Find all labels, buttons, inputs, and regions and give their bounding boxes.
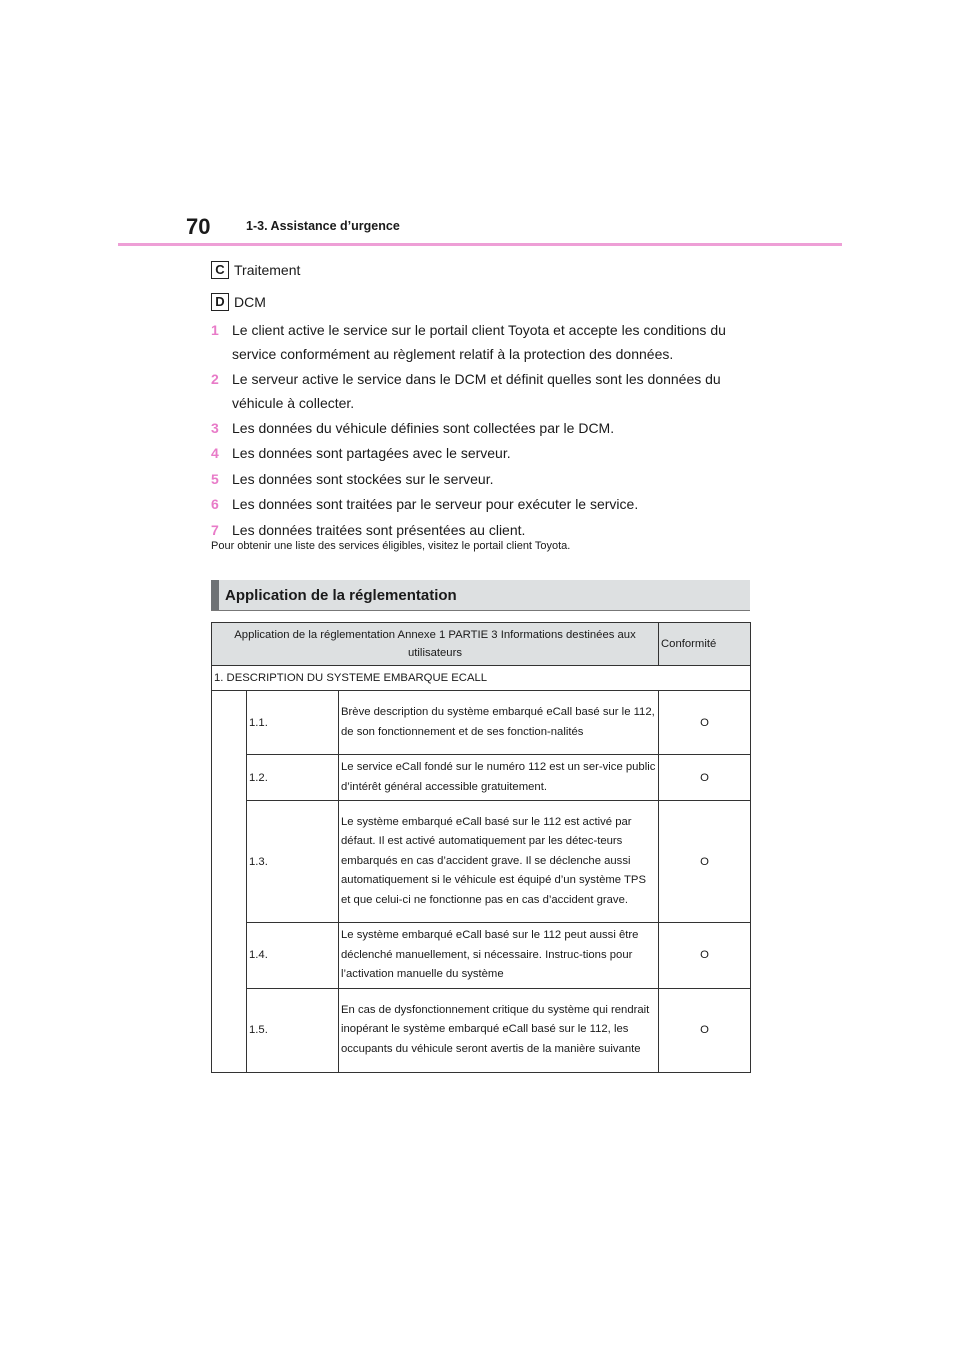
- step-number: 2: [211, 370, 219, 387]
- row-description: Brève description du système embarqué eCall basé sur le 112, de son fonctionnement et de ses fonction-nalités: [339, 691, 659, 755]
- step-text: Les données sont partagées avec le serveur.: [232, 445, 511, 462]
- step-number: 7: [211, 521, 219, 538]
- table-spacer-cell: [212, 691, 247, 1073]
- row-number: 1.2.: [247, 755, 339, 801]
- row-conformity: O: [659, 755, 751, 801]
- table-header-conformity: Conformité: [659, 623, 751, 666]
- table-section-row: [212, 666, 751, 691]
- step-number: 5: [211, 470, 219, 487]
- table-row: [212, 755, 751, 801]
- row-number: 1.1.: [247, 691, 339, 755]
- step-text: Les données sont traitées par le serveur pour exécuter le service.: [232, 496, 639, 513]
- section-heading-title: Application de la réglementation: [225, 586, 457, 604]
- step-number: 3: [211, 419, 219, 436]
- row-number: 1.4.: [247, 923, 339, 989]
- step-item: [211, 319, 751, 366]
- step-item: [211, 442, 751, 466]
- table-section-label: 1. DESCRIPTION DU SYSTEME EMBARQUE ECALL: [212, 666, 751, 691]
- table-row: [212, 691, 751, 755]
- step-number: 4: [211, 445, 219, 462]
- step-number: 6: [211, 496, 219, 513]
- section-heading-bar: [211, 580, 219, 610]
- row-description: Le système embarqué eCall basé sur le 112 est activé par défaut. Il est activé automatiquement par les détec-teurs embarqués en cas d’accident grave. Il se déclenche aussi automatiquement si le véhicule est équipé d’un système TPS et que celui-ci ne fonctionne pas en cas d’accident grave.: [339, 801, 659, 923]
- step-item: [211, 519, 751, 543]
- table-row: [212, 923, 751, 989]
- table-row: [212, 988, 751, 1072]
- step-number: 1: [211, 322, 219, 338]
- row-conformity: O: [659, 801, 751, 923]
- row-number: 1.5.: [247, 988, 339, 1072]
- step-item: [211, 468, 751, 492]
- step-text: Les données traitées sont présentées au client.: [232, 521, 526, 538]
- legend-letter-d: D: [211, 293, 229, 311]
- steps-list: [211, 319, 751, 544]
- legend-item-c: [211, 260, 300, 280]
- step-item: [211, 368, 751, 415]
- step-text: Le client active le service sur le portail client Toyota et accepte les conditions du service conformément au règlement relatif à la protection des données.: [232, 322, 726, 362]
- row-conformity: O: [659, 988, 751, 1072]
- row-number: 1.3.: [247, 801, 339, 923]
- step-item: [211, 417, 751, 441]
- table-header-row: [212, 623, 751, 666]
- regulation-table: [211, 622, 751, 1073]
- row-description: Le système embarqué eCall basé sur le 112 peut aussi être déclenché manuellement, si nécessaire. Instruc-tions pour l’activation manuelle du système: [339, 923, 659, 989]
- row-description: En cas de dysfonctionnement critique du système qui rendrait inopérant le système embarqué eCall basé sur le 112, les occupants du véhicule seront avertis de la manière suivante: [339, 988, 659, 1072]
- step-text: Le serveur active le service dans le DCM et définit quelles sont les données du véhicule à collecter.: [232, 370, 721, 411]
- legend-label-d: DCM: [234, 294, 266, 310]
- header-divider: [118, 243, 842, 246]
- step-text: Les données sont stockées sur le serveur.: [232, 470, 494, 487]
- section-header: 1-3. Assistance d’urgence: [246, 219, 400, 233]
- page-number: 70: [186, 214, 211, 239]
- step-item: [211, 493, 751, 517]
- table-row: [212, 801, 751, 923]
- row-conformity: O: [659, 691, 751, 755]
- legend-item-d: [211, 292, 266, 312]
- row-description: Le service eCall fondé sur le numéro 112 est un ser-vice public d’intérêt général accessible gratuitement.: [339, 755, 659, 801]
- note-text: Pour obtenir une liste des services éligibles, visitez le portail client Toyota.: [211, 540, 571, 552]
- legend-label-c: Traitement: [234, 262, 301, 278]
- row-conformity: O: [659, 923, 751, 989]
- legend-letter-c: C: [211, 261, 229, 279]
- table-header-main: Application de la réglementation Annexe 1 PARTIE 3 Informations destinées aux utilisateurs: [212, 623, 659, 666]
- step-text: Les données du véhicule définies sont collectées par le DCM.: [232, 419, 615, 436]
- section-heading: [211, 580, 750, 611]
